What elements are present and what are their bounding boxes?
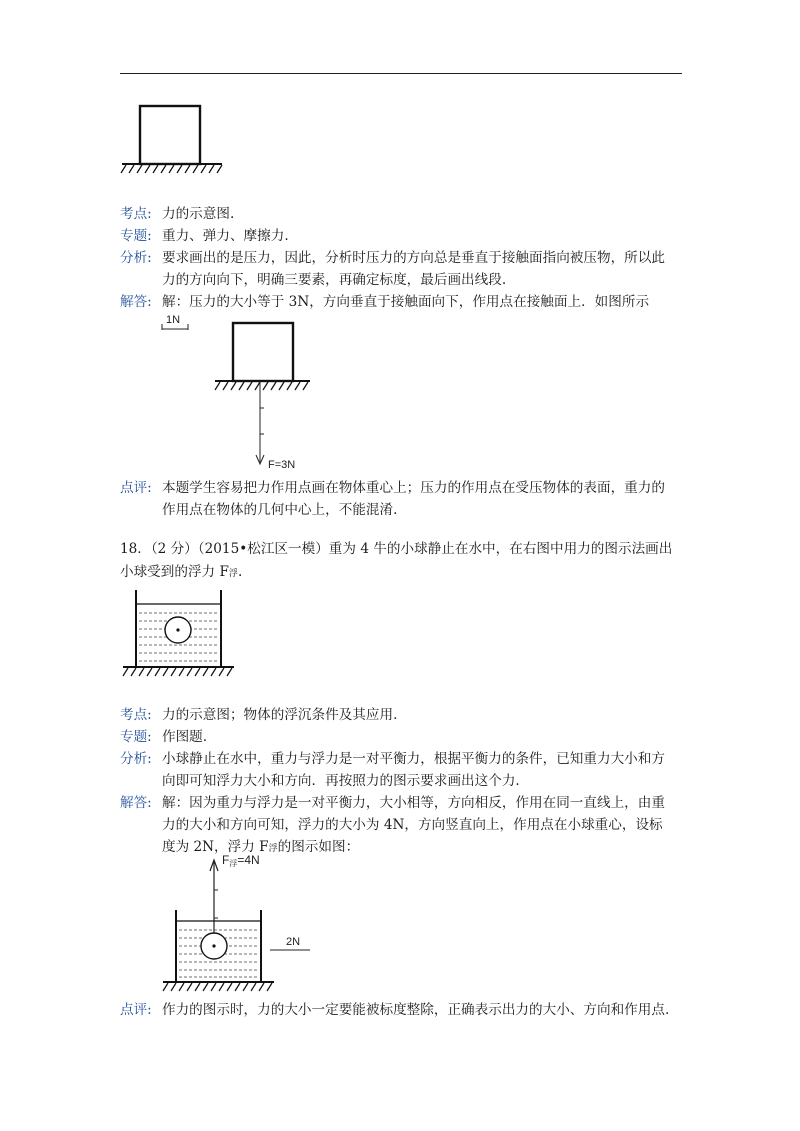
q17-comment xyxy=(120,477,690,521)
q18-jieda-line-2: 力的大小和方向可知，浮力的大小为 4N，方向竖直向上，作用点在小球重心，设标 xyxy=(162,817,663,833)
q17-analysis xyxy=(120,203,690,313)
fenxi-label: 分析: xyxy=(120,250,152,266)
zhuanti-label: 专题: xyxy=(120,228,152,244)
svg-text:F浮=4N xyxy=(222,853,260,868)
q18-zhuanti-label: 专题: xyxy=(120,729,152,745)
buoyancy-force-figure xyxy=(160,852,360,992)
block-on-ground-figure xyxy=(118,100,228,180)
force-f-3n-label: F=3N xyxy=(268,459,296,471)
scale-2n-label: 2N xyxy=(286,936,301,948)
buoyancy-sub-label: 浮 xyxy=(229,859,238,868)
q18-kaodian-label: 考点: xyxy=(120,707,152,723)
scale-1n-label: 1N xyxy=(166,314,181,326)
dianping-line-1: 本题学生容易把力作用点画在物体重心上；压力的作用点在受压物体的表面，重力的 xyxy=(162,480,665,496)
ball-in-water-figure xyxy=(120,586,240,680)
q18-analysis xyxy=(120,704,690,860)
top-rule xyxy=(120,73,682,74)
q18-stem-end: . xyxy=(237,564,243,580)
q18-dianping-text: 作力的图示时，力的大小一定要能被标度整除，正确表示出力的大小、方向和作用点. xyxy=(162,1002,670,1018)
jieda-text: 解：压力的大小等于 3N，方向垂直于接触面向下，作用点在接触面上．如图所示 xyxy=(162,294,650,310)
q18-kaodian-text: 力的示意图；物体的浮沉条件及其应用. xyxy=(162,707,398,723)
zhuanti-text: 重力、弹力、摩擦力. xyxy=(162,228,289,244)
pressure-force-figure xyxy=(150,312,370,472)
q18-stem-sub: 浮 xyxy=(228,569,238,579)
q18-dianping-label: 点评: xyxy=(120,1002,152,1018)
fenxi-line-1: 要求画出的是压力，因此，分析时压力的方向总是垂直于接触面指向被压物，所以此 xyxy=(162,250,665,266)
q18-stem-line-1: 18．（2 分）（2015•松江区一模）重为 4 牛的小球静止在水中，在右图中用力的图示法画出 xyxy=(120,541,673,557)
fenxi-line-2: 力的方向向下，明确三要素，再确定标度，最后画出线段. xyxy=(162,272,507,288)
q18-fenxi-label: 分析: xyxy=(120,751,152,767)
q18-zhuanti-text: 作图题. xyxy=(162,729,208,745)
kaodian-label: 考点: xyxy=(120,206,152,222)
dianping-label: 点评: xyxy=(120,480,152,496)
dianping-line-2: 作用点在物体的几何中心上，不能混淆. xyxy=(162,502,398,518)
buoyancy-f-label: F xyxy=(222,853,230,867)
q18-stem xyxy=(120,538,686,586)
q18-fenxi-line-1: 小球静止在水中，重力与浮力是一对平衡力，根据平衡力的条件，已知重力大小和方 xyxy=(162,751,665,767)
q18-stem-line-2: 小球受到的浮力 F xyxy=(120,564,229,580)
q18-jieda-line-3-end: 的图示如图： xyxy=(277,839,360,855)
jieda-label: 解答: xyxy=(120,294,152,310)
q18-jieda-sub: 浮 xyxy=(268,844,278,854)
q18-jieda-line-1: 解：因为重力与浮力是一对平衡力，大小相等，方向相反，作用在同一直线上，由重 xyxy=(162,795,665,811)
buoyancy-value-label: =4N xyxy=(237,853,260,867)
q18-jieda-label: 解答: xyxy=(120,795,152,811)
q18-fenxi-line-2: 向即可知浮力大小和方向．再按照力的图示要求画出这个力. xyxy=(162,773,520,789)
q18-comment xyxy=(120,999,690,1021)
q18-jieda-line-3: 度为 2N，浮力 F xyxy=(162,839,269,855)
kaodian-text: 力的示意图. xyxy=(162,206,235,222)
